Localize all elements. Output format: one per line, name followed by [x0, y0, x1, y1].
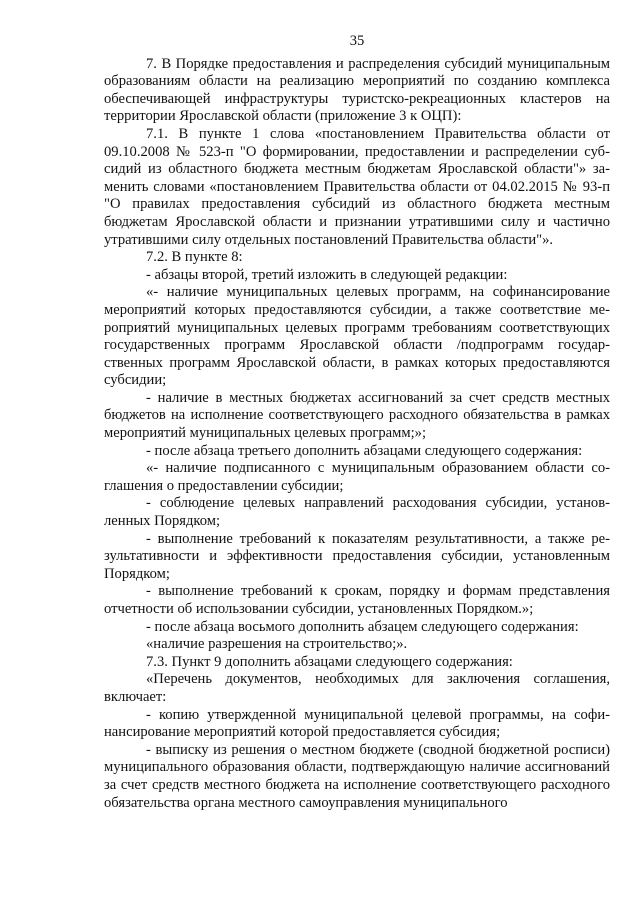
- paragraph-text: - абзацы второй, третий изложить в следующей редакции:: [146, 266, 508, 283]
- paragraph-text: «- наличие подписанного с муниципальным образованием области соглашения о предоставлении субсидии;: [104, 460, 610, 494]
- paragraph-text: «- наличие муниципальных целевых программ, на софинансирование мероприятий которых предоставляются субсидии, а также соответствие мероприятий муниципальных целевых программ требованиям соответствующих государственных программ Ярославской области /подпрограмм государственных программ Ярославской области, в рамках которых предоставляются субсидии;: [104, 284, 610, 389]
- document-page: [104, 33, 610, 812]
- paragraph-text: - копию утвержденной муниципальной целевой программы, на софинансирование мероприятий которой предоставляется субсидия;: [104, 706, 610, 741]
- paragraph-text: - выписку из решения о местном бюджете (сводной бюджетной росписи) муниципального образования области, подтверждающую наличие ассигнований за счет средств местного бюджета на исполнение соответствующего расходного обязательства органа местного самоуправления муниципального: [104, 741, 610, 811]
- paragraph-text: - выполнение требований к показателям результативности, а также результативности и эффективности предоставления субсидии, установленным Порядком;: [104, 530, 610, 582]
- paragraph-text: - после абзаца третьего дополнить абзацами следующего содержания:: [146, 442, 583, 459]
- paragraph-text: - выполнение требований к срокам, порядку и формам представления отчетности об использовании субсидии, установленных Порядком.»;: [104, 583, 610, 617]
- page-number: 35: [349, 33, 365, 49]
- paragraph-item-7-1: 7.1. В пункте 1 слова «постановлением Правительства области от 09.10.2008 № 523-п "О формировании, предоставлении и распределении субсидий из областного бюджета местным бюджетам Ярославской области"» заменить словами «постановлением Правительства области от 04.02.2015 № 93-п "О правилах предоставления субсидий из областного бюджета местным бюджетам Ярославской области и признании утратившими силу и частично утратившими силу отдельных постановлений Правительства области"».: [104, 125, 610, 248]
- paragraph-item-7-2: 7.2. В пункте 8:: [146, 249, 243, 266]
- paragraph-text: - наличие в местных бюджетах ассигнований за счет средств местных бюджетов на исполнение соответствующего расходного обязательства в рамках мероприятий муниципальных целевых программ;»;: [104, 389, 610, 442]
- paragraph-text: - после абзаца восьмого дополнить абзацем следующего содержания:: [146, 618, 579, 635]
- paragraph-text: «Перечень документов, необходимых для заключения соглашения, включает:: [104, 671, 610, 705]
- paragraph-text: - соблюдение целевых направлений расходования субсидии, установленных Порядком;: [104, 495, 610, 530]
- paragraph-text: «наличие разрешения на строительство;».: [146, 636, 408, 653]
- paragraph-item-7-3: 7.3. Пункт 9 дополнить абзацами следующего содержания:: [146, 653, 513, 670]
- paragraph-item-7: 7. В Порядке предоставления и распределения субсидий муниципальным образованиям области на реализацию мероприятий по созданию комплекса обеспечивающей инфраструктуры туристско-рекреационных кластеров на территории Ярославской области (приложение 3 к ОЦП):: [104, 55, 610, 125]
